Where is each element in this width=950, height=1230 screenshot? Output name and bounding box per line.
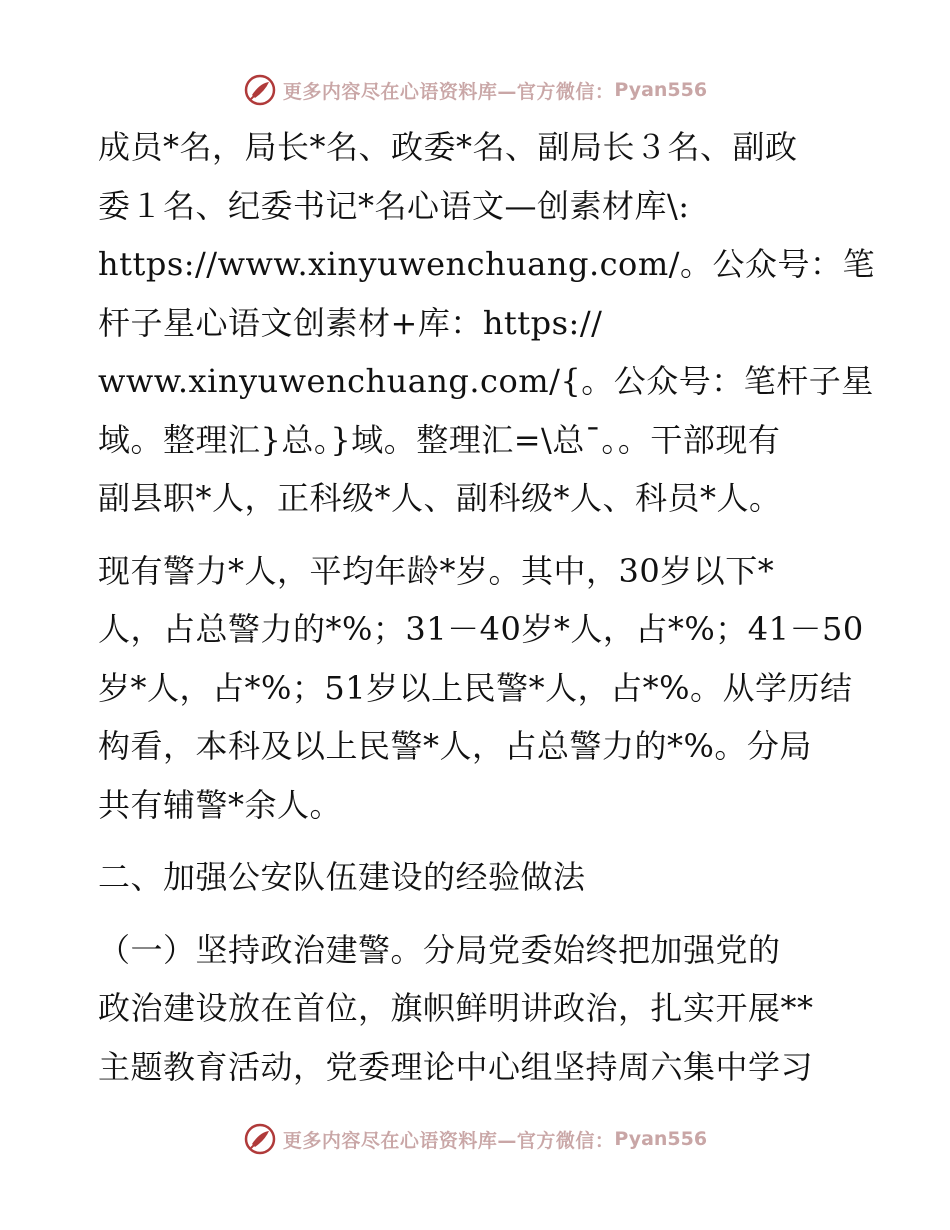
pen-logo-icon	[243, 73, 277, 107]
text-line: （一）坚持政治建警。分局党委始终把加强党的	[98, 930, 781, 969]
watermark-text: 更多内容尽在心语资料库—官方微信：	[282, 1129, 615, 1152]
text-line: 岁*人，占*%；51岁以上民警*人，占*%。从学历结	[98, 668, 853, 707]
text-line: 副县职*人，正科级*人、副科级*人、科员*人。	[98, 479, 782, 517]
paragraph-police-force	[98, 542, 864, 835]
watermark-text: 更多内容尽在心语资料库—官方微信：	[282, 80, 615, 103]
watermark-wechat-id: Pyan556	[614, 1128, 708, 1150]
text-line: https://www.xinyuwenchuang.com/。公众号：笔	[98, 245, 875, 283]
pen-logo-icon	[243, 1122, 277, 1156]
text-line: 政治建设放在首位，旗帜鲜明讲政治，扎实开展**	[98, 989, 814, 1027]
document-body	[98, 118, 875, 1096]
text-line: 人，占总警力的*%；31－40岁*人，占*%；41－50	[98, 610, 864, 648]
text-line: 域。整理汇}总。}域。整理汇=\总¯。。干部现有	[98, 420, 781, 459]
text-line: 构看，本科及以上民警*人，占总警力的*%。分局	[98, 727, 812, 765]
section-heading	[98, 848, 858, 907]
text-line: 主题教育活动，党委理论中心组坚持周六集中学习	[98, 1047, 814, 1086]
watermark-wechat-id: Pyan556	[614, 79, 708, 101]
text-line: 委１名、纪委书记*名心语文—创素材库\:	[98, 186, 690, 225]
watermark-footer	[0, 1119, 950, 1159]
heading-line: 二、加强公安队伍建设的经验做法	[98, 858, 586, 896]
paragraph-intro	[98, 118, 875, 528]
text-line: 现有警力*人，平均年龄*岁。其中，30岁以下*	[98, 551, 775, 590]
text-line: 共有辅警*余人。	[98, 785, 343, 824]
text-line: 杆子星心语文创素材+库：https://	[98, 303, 603, 342]
text-line: www.xinyuwenchuang.com/{。公众号：笔杆子星	[98, 362, 874, 400]
watermark-header	[0, 70, 950, 110]
text-line: 成员*名，局长*名、政委*名、副局长３名、副政	[98, 128, 798, 166]
paragraph-political	[98, 921, 858, 1097]
